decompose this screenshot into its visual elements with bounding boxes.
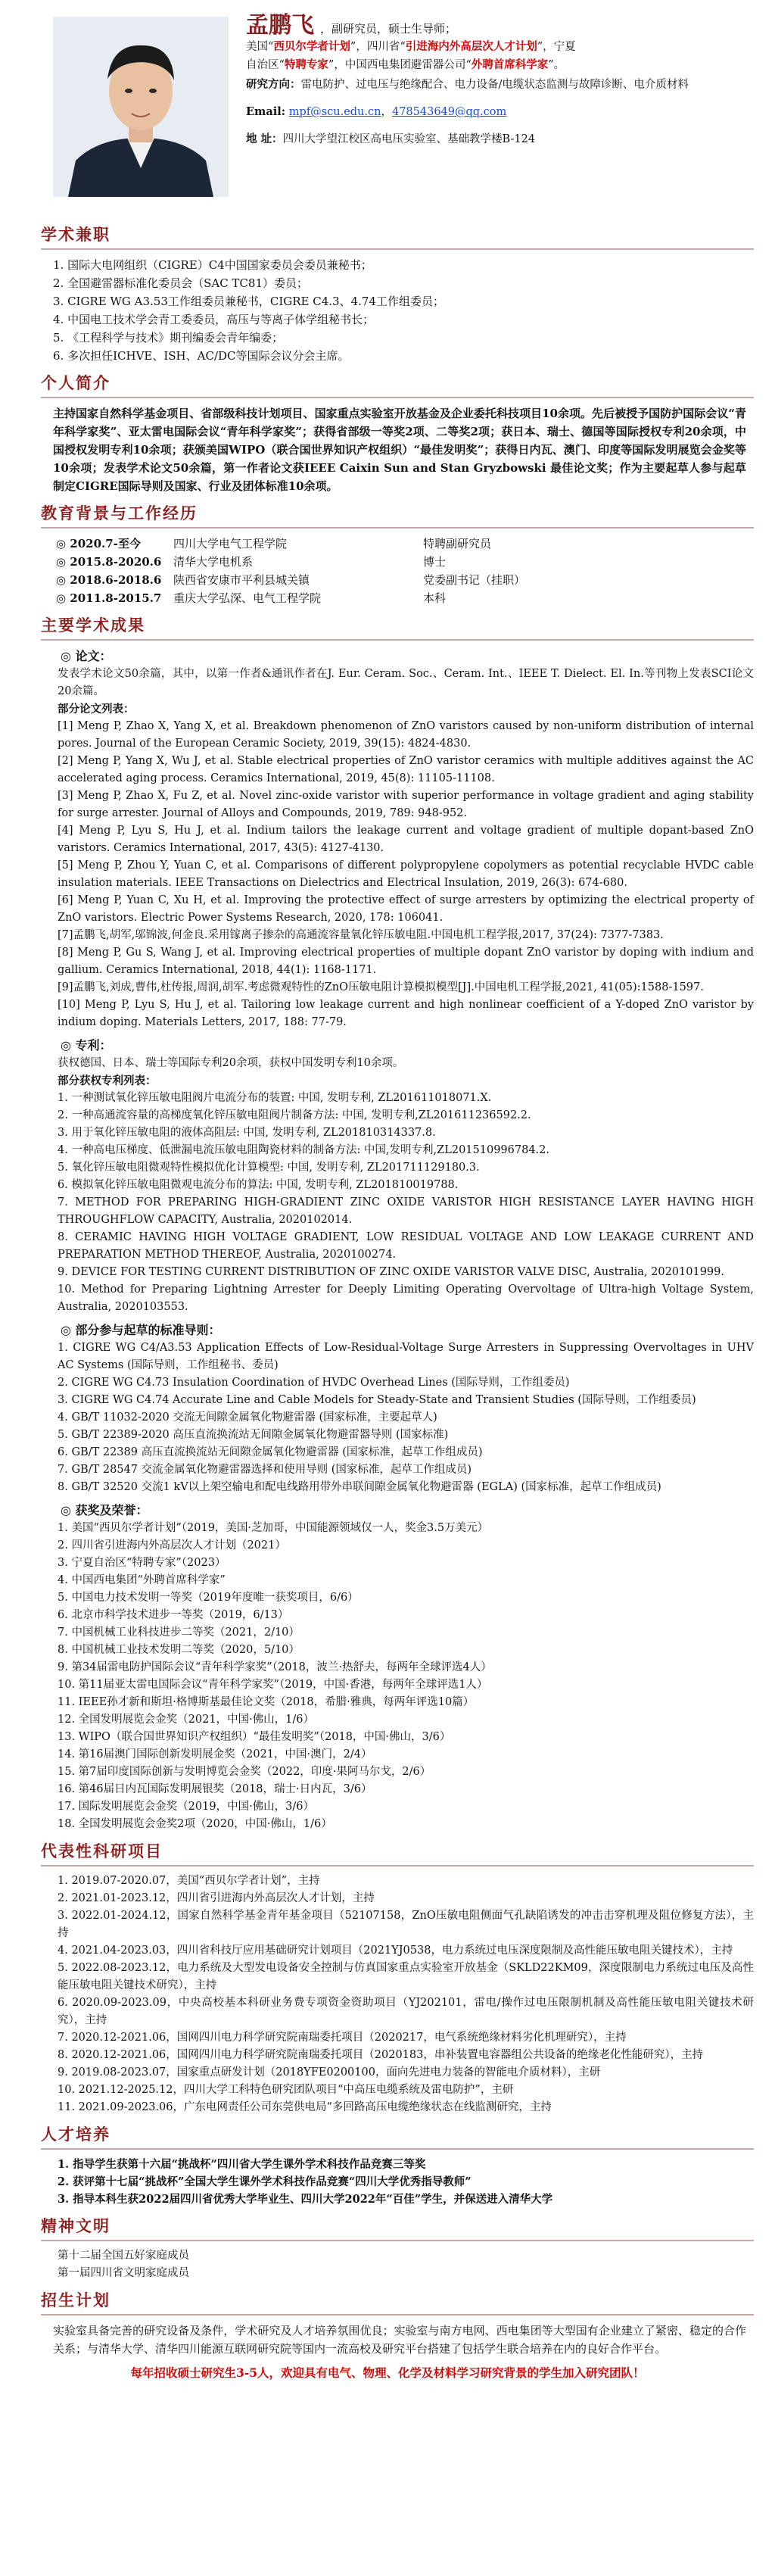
- academic-item: 2. 全国避雷器标准化委员会（SAC TC81）委员；: [53, 276, 309, 290]
- project-item: 11. 2021.09-2023.06，广东电网责任公司东莞供电局“多回路高压电缆绝缘状态在线监测研究，主持: [58, 2101, 552, 2113]
- award-item: 16. 第46届日内瓦国际发明展银奖（2018，瑞士·日内瓦，3/6）: [58, 1783, 372, 1795]
- patents-intro: 获权德国、日本、瑞士等国际专利20余项，获权中国发明专利10余项。: [58, 1057, 404, 1069]
- intro-text: 主持国家自然科学基金项目、省部级科技计划项目、国家重点实验室开放基金及企业委托科技项目10余项。先后被授予国防护国际会议“青年科学家奖”、亚太雷电国际会议“青年科学家奖”；获得省部级一等奖2项、二等奖2项；获日本、瑞士、德国等国际授权专利20余项，中国授权发明专利10余项；获颁美国WIPO（联合国世界知识产权组织）“最佳发明奖”；获得日内瓦、澳门、印度等国际发明展览会金奖等10余项；发表学术论文50余篇，第一作者论文获IEEE Caixin Sun and Stan Gryzbowski 最佳论文奖；作为主要起草人参与起草制定CIGRE国际导则及国家、行业及团体标准10余项。: [53, 407, 746, 493]
- intro-section: [0, 371, 775, 495]
- project-item: 5. 2022.08-2023.12，电力系统及大型发电设备安全控制与仿真国家重点实验室开放基金（SKLD22KM09，深度限制电力系统过电压及高性能压敏电阻关键技术研究），主持: [58, 1962, 754, 1991]
- edu-row: [56, 571, 754, 589]
- paper-item: [7]孟鹏飞,胡军,邬锦波,何金良.采用镓离子掺杂的高通流容量氧化锌压敏电阻.中国电机工程学报,2017, 37(24): 7377-7383.: [58, 929, 664, 941]
- edu-cell: 重庆大学弘深、电气工程学院: [173, 591, 322, 605]
- patent-item: 1. 一种测试氧化锌压敏电阻阀片电流分布的装置: 中国, 发明专利, ZL201611018071.X.: [58, 1092, 492, 1104]
- paper-item: [2] Meng P, Yang X, Wu J, et al. Stable electrical properties of ZnO varistor ceramics with multiple additives against the AC accelerated aging process. Ceramics International, 2019, 45(8): 11105-11108.: [58, 755, 754, 784]
- section-title-talent: 人才培养: [41, 2125, 110, 2144]
- standards-list: [21, 1339, 754, 1496]
- address-line: 地 址：四川大学望江校区高电压实验室、基础教学楼B-124: [246, 133, 536, 145]
- section-title-projects: 代表性科研项目: [41, 1842, 163, 1860]
- recruit-text: 实验室具备完善的研究设备及条件，学术研究及人才培养氛围优良；实验室与南方电网、西电集团等大型国有企业建立了紧密、稳定的合作关系；与清华大学、清华四川能源互联网研究院等国内一流高校及研究平台搭建了包括学生联合培养在内的良好合作平台。: [53, 2324, 746, 2356]
- edu-cell: 四川大学电气工程学院: [173, 537, 288, 550]
- award-item: 11. IEEE孙才新和斯坦·格博斯基最佳论文奖（2018，希腊·雅典，每两年评选10篇）: [58, 1696, 475, 1708]
- award-item: 6. 北京市科学技术进步一等奖（2019，6/13）: [58, 1609, 289, 1621]
- email-line: Email: mpf@scu.edu.cn，478543649@qq.com: [246, 105, 507, 118]
- awards-title: ◎ 获奖及荣誉：: [61, 1503, 148, 1517]
- section-title-intro: 个人简介: [41, 373, 110, 392]
- person-title: ，副研究员，硕士生导师；: [320, 22, 457, 36]
- standard-item: 2. CIGRE WG C4.73 Insulation Coordination of HVDC Overhead Lines (国际导则，工作组委员): [58, 1377, 570, 1389]
- award-item: 3. 宁夏自治区“特聘专家”（2023）: [58, 1557, 226, 1569]
- honor-item: 第十二届全国五好家庭成员: [58, 2250, 189, 2262]
- section-title-honor: 精神文明: [41, 2216, 110, 2235]
- academic-item: 5. 《工程科学与技术》期刊编委会青年编委；: [53, 331, 284, 345]
- edu-cell: 陕西省安康市平利县城关镇: [173, 573, 310, 587]
- standard-item: 4. GB/T 11032-2020 交流无间隙金属氧化物避雷器 (国家标准，主要起草人): [58, 1411, 437, 1424]
- award-item: 15. 第7届印度国际创新与发明博览会金奖（2022，印度·果阿马尔戈，2/6）: [58, 1766, 431, 1778]
- projects-section: [0, 1839, 775, 2116]
- section-title-academic: 学术兼职: [41, 225, 110, 244]
- edu-cell: ◎ 2011.8-2015.7: [56, 591, 162, 605]
- profile-photo: [53, 17, 229, 197]
- talent-item: 1. 指导学生获第十六届“挑战杯”四川省大学生课外学术科技作品竞赛三等奖: [58, 2158, 426, 2171]
- project-item: 7. 2020.12-2021.06，国网四川电力科学研究院南瑞委托项目（2020217，电气系统绝缘材料劣化机理研究），主持: [58, 2032, 627, 2044]
- project-item: 1. 2019.07-2020.07，美国“西贝尔学者计划”，主持: [58, 1875, 320, 1887]
- patent-item: 8. CERAMIC HAVING HIGH VOLTAGE GRADIENT, LOW RESIDUAL VOLTAGE AND LOW LEAKAGE CURRENT AND PREPARATION METHOD THEREOF, Australia, 2020100274.: [58, 1231, 754, 1261]
- academic-list: [53, 256, 754, 365]
- award-item: 8. 中国机械工业技术发明二等奖（2020，5/10）: [58, 1644, 300, 1656]
- project-item: 9. 2019.08-2023.07，国家重点研发计划（2018YFE0200100，面向先进电力装备的智能电介质材料），主研: [58, 2066, 601, 2079]
- section-title-achievements: 主要学术成果: [41, 616, 145, 635]
- edu-row: [56, 553, 754, 571]
- patents-title: ◎ 专利：: [61, 1038, 112, 1053]
- edu-cell: 特聘副研究员: [423, 537, 492, 550]
- edu-cell: 本科: [423, 591, 447, 605]
- edu-cell: ◎ 2018.6-2018.6: [56, 573, 162, 587]
- papers-intro: 发表学术论文50余篇，其中，以第一作者&通讯作者在J. Eur. Ceram. Soc.、Ceram. Int.、IEEE T. Dielect. El. In.等刊物上发表SCI论文20余篇。: [58, 668, 754, 697]
- honors-line-1: 美国“西贝尔学者计划”，四川省“引进海内外高层次人才计划”，宁夏: [246, 40, 576, 53]
- academic-section: [0, 223, 775, 365]
- achievements-section: [0, 613, 775, 1833]
- edu-cell: 清华大学电机系: [173, 555, 254, 569]
- patent-item: 9. DEVICE FOR TESTING CURRENT DISTRIBUTION OF ZINC OXIDE VARISTOR VALVE DISC, Australia, 2020101999.: [58, 1266, 724, 1278]
- honor-item: 第一届四川省文明家庭成员: [58, 2267, 189, 2279]
- award-item: 10. 第11届亚太雷电国际会议“青年科学家奖”（2019，中国·香港，每两年全球评选1人）: [58, 1679, 488, 1691]
- edu-cell: ◎ 2020.7-至今: [56, 537, 141, 550]
- papers-subtitle: 部分论文列表：: [58, 703, 135, 716]
- awards-list: [21, 1520, 754, 1833]
- profile-header: [0, 0, 775, 217]
- patent-item: 5. 氧化锌压敏电阻微观特性模拟优化计算模型: 中国, 发明专利, ZL201711129180.3.: [58, 1162, 480, 1174]
- patent-item: 4. 一种高电压梯度、低泄漏电流压敏电阻陶瓷材料的制备方法: 中国,发明专利,ZL201510996784.2.: [58, 1144, 550, 1156]
- award-item: 14. 第16届澳门国际创新发明展金奖（2021，中国·澳门，2/4）: [58, 1748, 372, 1760]
- paper-item: [3] Meng P, Zhao X, Fu Z, et al. Novel zinc-oxide varistor with superior performance in voltage gradient and aging stability for surge arrester. Journal of Alloys and Compounds, 2019, 789: 948-952.: [58, 790, 754, 819]
- academic-item: 6. 多次担任ICHVE、ISH、AC/DC等国际会议分会主席。: [53, 349, 350, 363]
- standard-item: 6. GB/T 22389 高压直流换流站无间隙金属氧化物避雷器 (国家标准，起草工作组成员): [58, 1446, 483, 1458]
- project-item: 6. 2020.09-2023.09，中央高校基本科研业务费专项资金资助项目（YJ202101，雷电/操作过电压限制机制及高性能压敏电阻关键技术研究），主持: [58, 1997, 754, 2026]
- edu-cell: 党委副书记（挂职）: [423, 573, 526, 587]
- papers-list: [21, 718, 754, 1031]
- recruit-footer: 每年招收硕士研究生3-5人，欢迎具有电气、物理、化学及材料学习研究背景的学生加入研究团队！: [130, 2365, 645, 2380]
- edu-row: [56, 535, 754, 553]
- project-item: 2. 2021.01-2023.12，四川省引进海内外高层次人才计划，主持: [58, 1892, 375, 1904]
- edu-list: [56, 535, 754, 607]
- honor-section: [0, 2214, 775, 2282]
- award-item: 2. 四川省引进海内外高层次人才计划（2021）: [58, 1539, 286, 1552]
- paper-item: [5] Meng P, Zhou Y, Yuan C, et al. Comparisons of different polypropylene copolymers as potential recyclable HVDC cable insulation materials. IEEE Transactions on Dielectrics and Electrical Insulation, 2019, 26(3): 674-680.: [58, 859, 754, 889]
- award-item: 1. 美国“西贝尔学者计划”（2019，美国·芝加哥，中国能源领域仅一人，奖金3.5万美元）: [58, 1522, 489, 1534]
- award-item: 9. 第34届雷电防护国际会议“青年科学家奖”（2018，波兰·热舒夫，每两年全球评选4人）: [58, 1661, 492, 1673]
- talent-list: [21, 2156, 754, 2208]
- award-item: 18. 全国发明展览会金奖2项（2020，中国·佛山，1/6）: [58, 1818, 332, 1830]
- award-item: 13. WIPO（联合国世界知识产权组织）“最佳发明奖”（2018，中国·佛山，3/6）: [58, 1731, 451, 1743]
- patents-list: [21, 1090, 754, 1316]
- section-title-recruit: 招生计划: [41, 2291, 110, 2309]
- award-item: 4. 中国西电集团“外聘首席科学家”: [58, 1574, 226, 1586]
- standard-item: 5. GB/T 22389-2020 高压直流换流站无间隙金属氧化物避雷器导则 (国家标准): [58, 1429, 449, 1441]
- award-item: 7. 中国机械工业科技进步二等奖（2021，2/10）: [58, 1626, 300, 1639]
- section-title-edu: 教育背景与工作经历: [41, 504, 198, 522]
- person-name: 孟鹏飞: [246, 12, 314, 39]
- email-link-2[interactable]: 478543649@qq.com: [391, 106, 507, 118]
- standard-item: 3. CIGRE WG C4.74 Accurate Line and Cable Models for Steady-State and Transient Studies (国际导则，工作组委员): [58, 1394, 696, 1406]
- honors-line-2: 自治区“特聘专家”，中国西电集团避雷器公司“外聘首席科学家”。: [246, 58, 565, 71]
- academic-item: 4. 中国电工技术学会青工委委员，高压与等离子体学组秘书长；: [53, 313, 375, 326]
- recruit-section: [0, 2288, 775, 2381]
- edu-row: [56, 589, 754, 607]
- talent-item: 2. 获评第十七届“挑战杯”全国大学生课外学术科技作品竞赛“四川大学优秀指导教师”: [58, 2175, 472, 2188]
- paper-item: [9]孟鹏飞,刘成,曹伟,杜传报,周润,胡军.考虑微观特性的ZnO压敏电阻计算模拟模型[J].中国电机工程学报,2021, 41(05):1588-1597.: [58, 981, 704, 993]
- paper-item: [4] Meng P, Lyu S, Hu J, et al. Indium tailors the leakage current and voltage gradient of multiple dopant-based ZnO varistors. Ceramics International, 2017, 43(5): 4127-4130.: [58, 825, 754, 854]
- award-item: 5. 中国电力技术发明一等奖（2019年度唯一获奖项目，6/6）: [58, 1592, 359, 1604]
- paper-item: [6] Meng P, Yuan C, Xu H, et al. Improving the protective effect of surge arresters by optimizing the electrical property of ZnO varistors. Electric Power Systems Research, 2020, 178: 106041.: [58, 894, 754, 924]
- talent-item: 3. 指导本科生获2022届四川省优秀大学毕业生、四川大学2022年“百佳”学生，并保送进入清华大学: [58, 2193, 553, 2206]
- email-link-1[interactable]: mpf@scu.edu.cn: [288, 106, 381, 118]
- standard-item: 1. CIGRE WG C4/A3.53 Application Effects of Low-Residual-Voltage Surge Arresters in Suppressing Overvoltages in UHV AC Systems (国际导则，工作组秘书、委员): [58, 1342, 754, 1371]
- patent-item: 6. 模拟氧化锌压敏电阻微观电流分布的算法: 中国, 发明专利, ZL201810019788.: [58, 1179, 459, 1191]
- paper-item: [10] Meng P, Lyu S, Hu J, et al. Tailoring low leakage current and high nonlinear coefficient of a Y-doped ZnO varistor by indium doping. Materials Letters, 2017, 188: 77-79.: [58, 999, 754, 1028]
- edu-cell: ◎ 2015.8-2020.6: [56, 555, 162, 569]
- project-item: 3. 2022.01-2024.12，国家自然科学基金青年基金项目（52107158，ZnO压敏电阻侧面气孔缺陷诱发的冲击击穿机理及阻位修复方法），主持: [58, 1910, 754, 1939]
- project-item: 4. 2021.04-2023.03，四川省科技厅应用基础研究计划项目（2021YJ0538，电力系统过电压深度限制及高性能压敏电阻关键技术），主持: [58, 1944, 733, 1957]
- portrait-illustration: [53, 17, 229, 197]
- patents-subtitle: 部分获权专利列表：: [58, 1074, 157, 1087]
- project-item: 8. 2020.12-2021.06，国网四川电力科学研究院南瑞委托项目（2020183，串补装置电容器组公共设备的绝缘老化性能研究），主持: [58, 2049, 704, 2061]
- standard-item: 7. GB/T 28547 交流金属氧化物避雷器选择和使用导则 (国家标准，起草工作组成员): [58, 1464, 472, 1476]
- paper-item: [1] Meng P, Zhao X, Yang X, et al. Breakdown phenomenon of ZnO varistors caused by non-uniform distribution of internal pores. Journal of the European Ceramic Society, 2019, 39(15): 4824-4830.: [58, 720, 754, 750]
- patent-item: 2. 一种高通流容量的高梯度氧化锌压敏电阻阀片制备方法: 中国, 发明专利,ZL201611236592.2.: [58, 1109, 531, 1121]
- projects-list: [21, 1873, 754, 2116]
- patent-item: 7. METHOD FOR PREPARING HIGH-GRADIENT ZINC OXIDE VARISTOR HIGH RESISTANCE LAYER HAVING HIGH THROUGHFLOW CAPACITY, Australia, 2020102014.: [58, 1196, 754, 1226]
- academic-item: 1. 国际大电网组织（CIGRE）C4中国国家委员会委员兼秘书；: [53, 258, 372, 272]
- academic-item: 3. CIGRE WG A3.53工作组委员兼秘书，CIGRE C4.3、4.74工作组委员；: [53, 295, 445, 308]
- talent-section: [0, 2122, 775, 2208]
- paper-item: [8] Meng P, Gu S, Wang J, et al. Improving electrical properties of multiple dopant ZnO varistor by doping with indium and gallium. Ceramics International, 2018, 44(1): 1168-1171.: [58, 947, 754, 976]
- standard-item: 8. GB/T 32520 交流1 kV以上架空输电和配电线路用带外串联间隙金属氧化物避雷器 (EGLA) (国家标准，起草工作组成员): [58, 1481, 661, 1493]
- standards-title: ◎ 部分参与起草的标准导则：: [61, 1323, 221, 1337]
- award-item: 12. 全国发明展览会金奖（2021，中国·佛山，1/6）: [58, 1714, 315, 1726]
- project-item: 10. 2021.12-2025.12，四川大学工科特色研究团队项目“中高压电缆系统及雷电防护”，主研: [58, 2084, 514, 2096]
- patent-item: 3. 用于氧化锌压敏电阻的液体高阻层: 中国, 发明专利, ZL201810314337.8.: [58, 1127, 436, 1139]
- papers-title: ◎ 论文：: [61, 649, 112, 663]
- edu-section: [0, 501, 775, 607]
- honor-list: [21, 2247, 754, 2282]
- award-item: 17. 国际发明展览会金奖（2019，中国·佛山，3/6）: [58, 1801, 315, 1813]
- research-interests: 研究方向：雷电防护、过电压与绝缘配合、电力设备/电缆状态监测与故障诊断、电介质材料: [246, 78, 689, 91]
- patent-item: 10. Method for Preparing Lightning Arrester for Deeply Limiting Operating Overvoltage of Ultra-high Voltage System, Australia, 2020103553.: [58, 1283, 754, 1313]
- edu-cell: 博士: [423, 555, 447, 569]
